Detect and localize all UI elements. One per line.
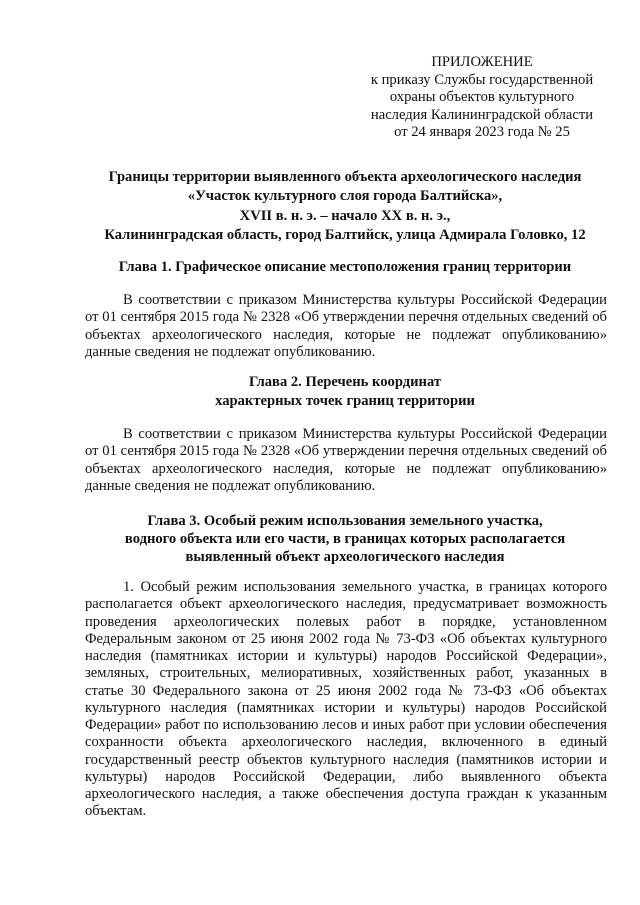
title-line-1: Границы территории выявленного объекта археологического наследия — [108, 169, 582, 185]
appendix-line-4: от 24 января 2023 года № 25 — [394, 124, 570, 141]
appendix-title: ПРИЛОЖЕНИЕ — [431, 54, 533, 70]
chapter-3-paragraph — [85, 579, 607, 821]
chapter-2-heading-line-1: Глава 2. Перечень координат — [248, 374, 442, 390]
chapter-2-paragraph — [85, 426, 607, 495]
chapter-1-paragraph — [85, 292, 607, 361]
title-line-3: XVII в. н. э. – начало XX в. н. э., — [239, 207, 451, 224]
chapter-3-heading-line-1: Глава 3. Особый режим использования земельного участка, — [147, 513, 543, 529]
chapter-1-text: В соответствии с приказом Министерства культуры Российской Федерации от 01 сентября 2015 года № 2328 «Об утверждении перечня отдельных сведений об объектах археологического наследия, которые не подлежат опубликованию» данные сведения не подлежат опубликованию. — [85, 292, 607, 360]
chapter-2-heading — [80, 373, 610, 411]
document-title — [80, 168, 610, 246]
chapter-1-heading — [80, 258, 610, 277]
appendix-line-1: к приказу Службы государственной — [370, 71, 594, 88]
appendix-line-3: наследия Калининградской области — [370, 106, 594, 123]
chapter-3-heading-line-2: водного объекта или его части, в границах которых располагается — [124, 530, 566, 547]
chapter-1-heading-text: Глава 1. Графическое описание местоположения границ территории — [118, 259, 572, 275]
appendix-line-2: охраны объектов культурного — [389, 89, 575, 106]
chapter-3-text: 1. Особый режим использования земельного участка, в границах которого располагается объект археологического наследия, предусматривает возможность проведения археологических полевых работ в порядке, установленном Федеральным законом от 25 июня 2002 года № 73-ФЗ «Об объектах культурного наследия (памятниках истории и культуры) народов Российской Федерации», земляных, строительных, мелиоративных, хозяйственных работ, указанных в статье 30 Федерального закона от 25 июня 2002 года № 73-ФЗ «Об объектах культурного наследия (памятниках истории и культуры) народов Российской Федерации» работ по использованию лесов и иных работ при условии обеспечения сохранности объекта археологического наследия, включенного в единый государственный реестр объектов культурного наследия (памятников истории и культуры) народов Российской Федерации, либо выявленного объекта археологического наследия, а также обеспечения доступа граждан к указанным объектам. — [85, 579, 607, 820]
chapter-2-text: В соответствии с приказом Министерства культуры Российской Федерации от 01 сентября 2015 года № 2328 «Об утверждении перечня отдельных сведений об объектах археологического наследия, которые не подлежат опубликованию» данные сведения не подлежат опубликованию. — [85, 426, 607, 494]
appendix-block — [352, 54, 612, 142]
chapter-2-heading-line-2: характерных точек границ территории — [215, 392, 475, 409]
title-line-4: Калининградская область, город Балтийск, улица Адмирала Головко, 12 — [104, 227, 586, 244]
chapter-3-heading-line-3: выявленный объект археологического наследия — [185, 548, 505, 565]
chapter-3-heading — [80, 513, 610, 566]
title-line-2: «Участок культурного слоя города Балтийска», — [187, 188, 503, 205]
